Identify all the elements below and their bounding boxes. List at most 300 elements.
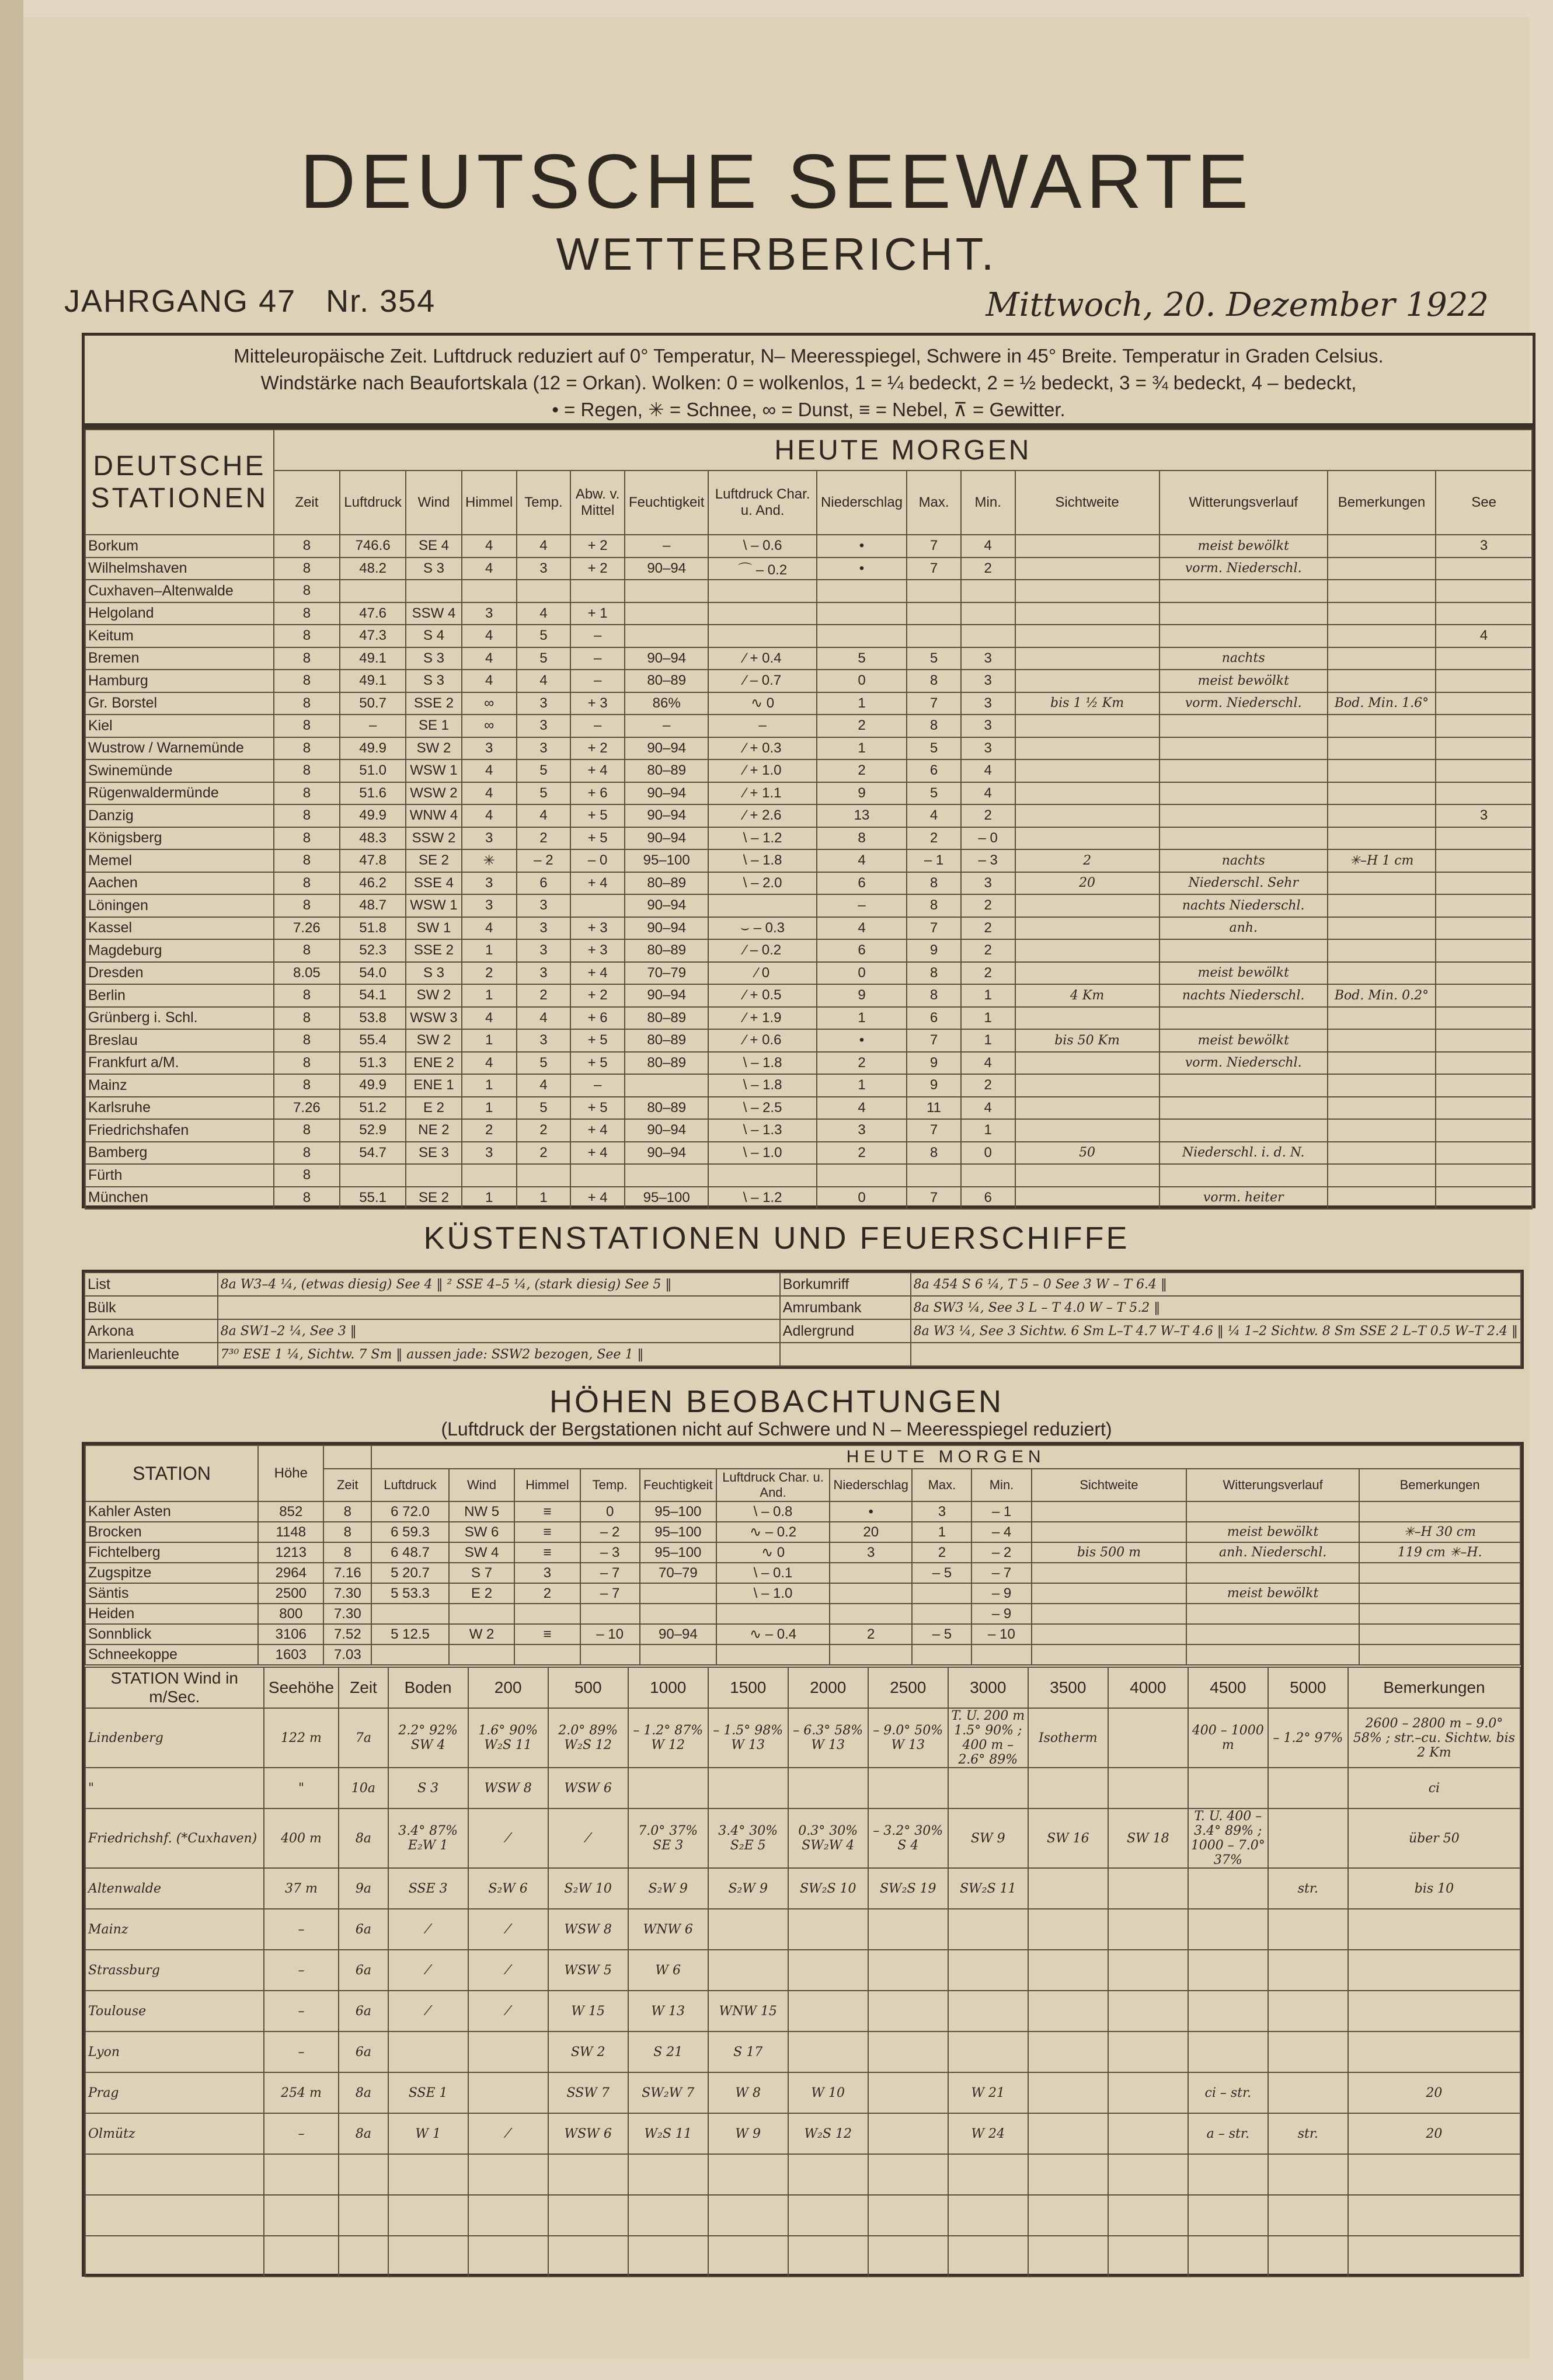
- station-name: Friedrichshafen: [85, 1119, 274, 1142]
- table-cell: 6 72.0: [371, 1501, 449, 1522]
- table-cell: 2: [517, 984, 571, 1007]
- table-cell: [1186, 1644, 1359, 1665]
- empty-cell: [948, 2236, 1028, 2277]
- table-cell: SE 2: [406, 849, 461, 872]
- table-cell: [1268, 1808, 1348, 1868]
- table-cell: 7.16: [323, 1563, 371, 1583]
- table-cell: 8: [274, 602, 340, 625]
- empty-cell: [264, 2154, 339, 2195]
- table-cell: [788, 2031, 868, 2072]
- table-cell: [371, 1644, 449, 1665]
- empty-cell: [708, 2236, 788, 2277]
- table-cell: [1328, 737, 1436, 760]
- table-cell: [912, 1644, 972, 1665]
- table-cell: + 4: [570, 872, 625, 895]
- table-cell: + 6: [570, 1007, 625, 1030]
- table-cell: 5: [907, 647, 961, 670]
- table-cell: ✳–H 30 cm: [1359, 1522, 1520, 1542]
- table-cell: 80–89: [625, 939, 709, 962]
- table-cell: T. U. 200 m 1.5° 90% ; 400 m – 2.6° 89%: [948, 1708, 1028, 1768]
- report-text: 7³⁰ ESE 1 ¼, Sichtw. 7 Sm ‖ aussen jade: SSW2 bezogen, See 1 ‖: [218, 1343, 780, 1366]
- table-cell: SE 3: [406, 1142, 461, 1165]
- table-cell: WSW 5: [548, 1950, 628, 1991]
- table-cell: [1159, 1007, 1328, 1030]
- table-cell: [1015, 1164, 1159, 1187]
- station-name: Fichtelberg: [85, 1542, 258, 1563]
- station-name: Hamburg: [85, 670, 274, 692]
- table-cell: [788, 1991, 868, 2031]
- table-row: [85, 1909, 1520, 1950]
- table-cell: 8: [323, 1501, 371, 1522]
- column-header: Höhe: [258, 1445, 323, 1501]
- stations-table: [85, 429, 1533, 1210]
- table-row: [85, 1542, 1520, 1563]
- table-cell: 8: [274, 580, 340, 602]
- table-cell: [1348, 1950, 1520, 1991]
- column-header: 200: [468, 1667, 548, 1708]
- table-cell: 8: [274, 1164, 340, 1187]
- table-cell: 8: [274, 1119, 340, 1142]
- empty-cell: [468, 2236, 548, 2277]
- table-cell: [1359, 1604, 1520, 1624]
- table-cell: [1015, 1074, 1159, 1097]
- table-cell: 5: [517, 759, 571, 782]
- table-cell: SW 2: [406, 1029, 461, 1052]
- station-name: Schneekoppe: [85, 1644, 258, 1665]
- table-cell: [1032, 1624, 1187, 1644]
- table-cell: 8: [274, 557, 340, 580]
- table-cell: str.: [1268, 2113, 1348, 2154]
- table-cell: –: [264, 1991, 339, 2031]
- station-name: Memel: [85, 849, 274, 872]
- table-cell: 4 Km: [1015, 984, 1159, 1007]
- hoehen-title: HÖHEN BEOBACHTUNGEN: [549, 1384, 1004, 1419]
- empty-cell: [868, 2195, 948, 2236]
- table-cell: [468, 2031, 548, 2072]
- table-cell: 4: [462, 804, 517, 827]
- table-cell: 8: [274, 1142, 340, 1165]
- table-cell: 7.52: [323, 1624, 371, 1644]
- table-cell: ⁄ + 0.5: [708, 984, 816, 1007]
- table-cell: 4: [517, 602, 571, 625]
- table-cell: 90–94: [625, 894, 709, 917]
- table-cell: 80–89: [625, 670, 709, 692]
- column-header: Zeit: [323, 1469, 371, 1501]
- table-cell: [817, 580, 907, 602]
- table-cell: 2964: [258, 1563, 323, 1583]
- column-header: 3500: [1028, 1667, 1108, 1708]
- table-cell: 5: [517, 782, 571, 805]
- table-row: [85, 962, 1532, 985]
- station-name: Borkumriff: [780, 1273, 911, 1296]
- table-row: [85, 1644, 1520, 1665]
- table-cell: [1436, 827, 1532, 850]
- table-cell: SW 1: [406, 917, 461, 940]
- table-cell: [708, 1768, 788, 1808]
- table-cell: W 9: [708, 2113, 788, 2154]
- table-cell: W₂S 11: [628, 2113, 708, 2154]
- legend-box: [82, 333, 1535, 426]
- table-cell: 55.4: [340, 1029, 406, 1052]
- table-cell: [1436, 1187, 1532, 1210]
- table-cell: [1186, 1563, 1359, 1583]
- table-cell: •: [830, 1501, 912, 1522]
- table-cell: 52.9: [340, 1119, 406, 1142]
- table-cell: 7a: [339, 1708, 388, 1768]
- table-cell: [1108, 1991, 1188, 2031]
- table-cell: [907, 580, 961, 602]
- table-cell: – 10: [580, 1624, 640, 1644]
- table-cell: [462, 580, 517, 602]
- table-cell: 48.2: [340, 557, 406, 580]
- table-cell: WSW 6: [548, 1768, 628, 1808]
- table-cell: 1: [517, 1187, 571, 1210]
- station-name: Berlin: [85, 984, 274, 1007]
- table-cell: 80–89: [625, 1052, 709, 1075]
- table-cell: [1436, 692, 1532, 715]
- table-cell: [1436, 962, 1532, 985]
- table-cell: 0.3° 30% SW₂W 4: [788, 1808, 868, 1868]
- station-name: Prag: [85, 2072, 264, 2113]
- table-row: [85, 759, 1532, 782]
- table-cell: 4: [462, 759, 517, 782]
- table-row: [85, 872, 1532, 895]
- column-header: STATION Wind in m/Sec.: [85, 1667, 264, 1708]
- table-cell: 2: [961, 917, 1015, 940]
- table-cell: [868, 1909, 948, 1950]
- table-cell: SW 2: [406, 737, 461, 760]
- report-text: 8a W3 ¼, See 3 Sichtw. 6 Sm L–T 4.7 W–T 4.6 ‖ ¼ 1–2 Sichtw. 8 Sm SSE 2 L–T 0.5 W–T 2.4 ‖: [911, 1319, 1521, 1343]
- table-cell: 2: [817, 715, 907, 737]
- station-name: Aachen: [85, 872, 274, 895]
- table-cell: [1159, 1097, 1328, 1120]
- table-cell: – 4: [972, 1522, 1031, 1542]
- station-name: ": [85, 1768, 264, 1808]
- column-header: 5000: [1268, 1667, 1348, 1708]
- table-cell: 4: [817, 849, 907, 872]
- empty-cell: [1188, 2236, 1268, 2277]
- table-cell: [1328, 872, 1436, 895]
- table-cell: 80–89: [625, 872, 709, 895]
- table-cell: 49.9: [340, 804, 406, 827]
- table-cell: 8: [274, 625, 340, 647]
- table-cell: ∿ 0: [716, 1542, 830, 1563]
- station-name: Borkum: [85, 535, 274, 557]
- table-cell: [1028, 1868, 1108, 1909]
- table-cell: [1436, 557, 1532, 580]
- table-cell: [961, 1164, 1015, 1187]
- table-cell: 1: [961, 984, 1015, 1007]
- table-cell: ⁄ – 0.7: [708, 670, 816, 692]
- table-cell: [1028, 2072, 1108, 2113]
- table-cell: \ – 1.0: [708, 1142, 816, 1165]
- table-cell: 5 53.3: [371, 1583, 449, 1604]
- table-cell: bis 10: [1348, 1868, 1520, 1909]
- table-cell: [1015, 894, 1159, 917]
- table-cell: 3: [517, 917, 571, 940]
- table-cell: vorm. Niederschl.: [1159, 557, 1328, 580]
- table-cell: [1268, 1991, 1348, 2031]
- empty-cell: [911, 1343, 1521, 1366]
- table-cell: 0: [817, 962, 907, 985]
- table-cell: \ – 2.0: [708, 872, 816, 895]
- table-cell: 9: [907, 1074, 961, 1097]
- table-cell: meist bewölkt: [1186, 1522, 1359, 1542]
- table-cell: 1: [961, 1007, 1015, 1030]
- table-cell: + 4: [570, 1187, 625, 1210]
- table-cell: S 3: [388, 1768, 468, 1808]
- table-cell: – 0: [570, 849, 625, 872]
- table-cell: [1015, 715, 1159, 737]
- empty-cell: [548, 2195, 628, 2236]
- table-cell: 7: [907, 1119, 961, 1142]
- table-cell: W 10: [788, 2072, 868, 2113]
- table-cell: [948, 1991, 1028, 2031]
- table-cell: 3: [961, 737, 1015, 760]
- table-row: [85, 1097, 1532, 1120]
- table-cell: 54.1: [340, 984, 406, 1007]
- table-cell: [1328, 1007, 1436, 1030]
- table-cell: SSE 3: [388, 1868, 468, 1909]
- table-row: [85, 1522, 1520, 1542]
- table-cell: 47.8: [340, 849, 406, 872]
- table-cell: [868, 1768, 948, 1808]
- table-cell: 50.7: [340, 692, 406, 715]
- table-cell: ≡: [514, 1542, 580, 1563]
- table-cell: [1328, 1052, 1436, 1075]
- table-cell: 5: [817, 647, 907, 670]
- table-cell: 2500: [258, 1583, 323, 1604]
- table-cell: [1436, 782, 1532, 805]
- table-cell: 7: [907, 1029, 961, 1052]
- empty-cell: [548, 2154, 628, 2195]
- table-cell: [1108, 1708, 1188, 1768]
- table-row: [85, 984, 1532, 1007]
- table-row: [85, 1319, 1521, 1343]
- table-row: [85, 849, 1532, 872]
- table-cell: 51.3: [340, 1052, 406, 1075]
- table-cell: [1015, 962, 1159, 985]
- table-cell: –: [570, 670, 625, 692]
- table-cell: –: [625, 535, 709, 557]
- table-cell: + 4: [570, 759, 625, 782]
- table-cell: 6: [517, 872, 571, 895]
- issue-line: [64, 283, 436, 319]
- table-cell: 3: [912, 1501, 972, 1522]
- table-cell: [406, 580, 461, 602]
- table-cell: – 1: [972, 1501, 1031, 1522]
- table-cell: 90–94: [625, 647, 709, 670]
- table-cell: 254 m: [264, 2072, 339, 2113]
- table-cell: [640, 1644, 716, 1665]
- table-cell: 8: [274, 1187, 340, 1210]
- table-cell: –: [340, 715, 406, 737]
- table-cell: [1028, 2031, 1108, 2072]
- table-cell: 8: [907, 872, 961, 895]
- table-cell: [1015, 602, 1159, 625]
- table-cell: bis 1 ½ Km: [1015, 692, 1159, 715]
- table-cell: 4: [462, 782, 517, 805]
- table-cell: + 2: [570, 535, 625, 557]
- table-cell: SW 18: [1108, 1808, 1188, 1868]
- table-cell: [1159, 804, 1328, 827]
- table-cell: SW₂S 11: [948, 1868, 1028, 1909]
- table-cell: W₂S 12: [788, 2113, 868, 2154]
- table-row: [85, 1273, 1521, 1296]
- table-cell: ⁄: [468, 1909, 548, 1950]
- table-cell: 6a: [339, 1991, 388, 2031]
- table-cell: ∿ – 0.2: [716, 1522, 830, 1542]
- table-row: [85, 580, 1532, 602]
- table-cell: 2: [961, 804, 1015, 827]
- table-cell: nachts Niederschl.: [1159, 984, 1328, 1007]
- table-cell: 8: [323, 1522, 371, 1542]
- table-cell: S 3: [406, 962, 461, 985]
- table-cell: [1328, 1029, 1436, 1052]
- column-header: Wind: [449, 1469, 514, 1501]
- table-cell: 8: [274, 849, 340, 872]
- table-cell: [625, 625, 709, 647]
- torn-left-edge: [0, 0, 23, 2380]
- table-cell: [1186, 1604, 1359, 1624]
- table-cell: meist bewölkt: [1159, 1029, 1328, 1052]
- table-cell: 8: [907, 670, 961, 692]
- table-cell: [1159, 759, 1328, 782]
- table-cell: 2: [1015, 849, 1159, 872]
- column-header: 1500: [708, 1667, 788, 1708]
- report-text: 8a 454 S 6 ¼, T 5 – 0 See 3 W – T 6.4 ‖: [911, 1273, 1521, 1296]
- empty-cell: [1028, 2154, 1108, 2195]
- issue-number: 354: [379, 284, 436, 319]
- table-cell: 8: [907, 1142, 961, 1165]
- table-cell: WNW 6: [628, 1909, 708, 1950]
- table-cell: [1028, 1991, 1108, 2031]
- table-cell: W 13: [628, 1991, 708, 2031]
- table-cell: – 10: [972, 1624, 1031, 1644]
- table-cell: [1268, 2072, 1348, 2113]
- column-header: Wind: [406, 471, 461, 535]
- table-cell: – 1.5° 98% W 13: [708, 1708, 788, 1768]
- table-cell: [1188, 1868, 1268, 1909]
- table-cell: [640, 1583, 716, 1604]
- table-cell: [406, 1164, 461, 1187]
- table-cell: [1436, 580, 1532, 602]
- empty-cell: [388, 2154, 468, 2195]
- table-cell: + 5: [570, 1097, 625, 1120]
- table-cell: [1186, 1624, 1359, 1644]
- table-cell: 8: [274, 984, 340, 1007]
- empty-cell: [948, 2154, 1028, 2195]
- table-cell: 3: [961, 692, 1015, 715]
- column-header: See: [1436, 471, 1532, 535]
- empty-cell: [85, 2154, 264, 2195]
- table-cell: –: [570, 625, 625, 647]
- station-name: Mainz: [85, 1909, 264, 1950]
- table-cell: ✳–H 1 cm: [1328, 849, 1436, 872]
- table-cell: [1159, 625, 1328, 647]
- table-cell: [868, 2072, 948, 2113]
- table-cell: 4: [961, 759, 1015, 782]
- table-row: [85, 1583, 1520, 1604]
- table-cell: NW 5: [449, 1501, 514, 1522]
- empty-cell: [868, 2154, 948, 2195]
- table-cell: [1159, 580, 1328, 602]
- hoehen-table-box: [82, 1442, 1524, 2277]
- table-cell: 4: [462, 557, 517, 580]
- empty-cell: [1268, 2154, 1348, 2195]
- table-cell: [1436, 1029, 1532, 1052]
- empty-cell: [1348, 2236, 1520, 2277]
- table-cell: 6: [817, 939, 907, 962]
- table-cell: [961, 602, 1015, 625]
- table-cell: 49.1: [340, 647, 406, 670]
- table-cell: ∞: [462, 692, 517, 715]
- table-row: [85, 647, 1532, 670]
- table-cell: 9: [907, 939, 961, 962]
- table-cell: 3: [517, 557, 571, 580]
- table-cell: ⁄: [468, 1808, 548, 1868]
- table-cell: 2.0° 89% W₂S 12: [548, 1708, 628, 1768]
- table-cell: \ – 0.1: [716, 1563, 830, 1583]
- table-cell: 90–94: [625, 557, 709, 580]
- table-row: [85, 1119, 1532, 1142]
- empty-cell: [628, 2195, 708, 2236]
- issue-date: Mittwoch, 20. Dezember 1922: [986, 286, 1489, 324]
- column-header: Witterungsverlauf: [1159, 471, 1328, 535]
- table-cell: [628, 1768, 708, 1808]
- table-cell: \ – 0.8: [716, 1501, 830, 1522]
- table-cell: SW₂S 10: [788, 1868, 868, 1909]
- table-cell: 1.6° 90% W₂S 11: [468, 1708, 548, 1768]
- table-cell: 2: [961, 557, 1015, 580]
- table-cell: 1148: [258, 1522, 323, 1542]
- table-cell: 1: [961, 1029, 1015, 1052]
- table-cell: 37 m: [264, 1868, 339, 1909]
- table-cell: SSE 4: [406, 872, 461, 895]
- column-header: 500: [548, 1667, 628, 1708]
- table-cell: 70–79: [640, 1563, 716, 1583]
- table-cell: vorm. heiter: [1159, 1187, 1328, 1210]
- column-header: Feuchtigkeit: [625, 471, 709, 535]
- empty-cell: [339, 2236, 388, 2277]
- table-cell: 119 cm ✳–H.: [1359, 1542, 1520, 1563]
- table-cell: 1: [912, 1522, 972, 1542]
- empty-cell: [780, 1343, 911, 1366]
- table-row: [85, 1991, 1520, 2031]
- table-row: [85, 1501, 1520, 1522]
- table-cell: S 3: [406, 647, 461, 670]
- table-cell: [1436, 670, 1532, 692]
- table-cell: [1348, 1909, 1520, 1950]
- table-row: [85, 1343, 1521, 1366]
- table-cell: 1: [817, 692, 907, 715]
- table-cell: ⁄ + 0.6: [708, 1029, 816, 1052]
- table-cell: [1328, 557, 1436, 580]
- table-cell: –: [708, 715, 816, 737]
- table-cell: 7.03: [323, 1644, 371, 1665]
- table-cell: 48.7: [340, 894, 406, 917]
- table-cell: 1: [462, 1029, 517, 1052]
- table-cell: 4: [462, 917, 517, 940]
- table-cell: [1436, 917, 1532, 940]
- column-header: 3000: [948, 1667, 1028, 1708]
- table-cell: vorm. Niederschl.: [1159, 1052, 1328, 1075]
- empty-cell: [1108, 2154, 1188, 2195]
- column-header: Seehöhe: [264, 1667, 339, 1708]
- table-cell: über 50: [1348, 1808, 1520, 1868]
- table-cell: [1359, 1563, 1520, 1583]
- table-cell: [1328, 670, 1436, 692]
